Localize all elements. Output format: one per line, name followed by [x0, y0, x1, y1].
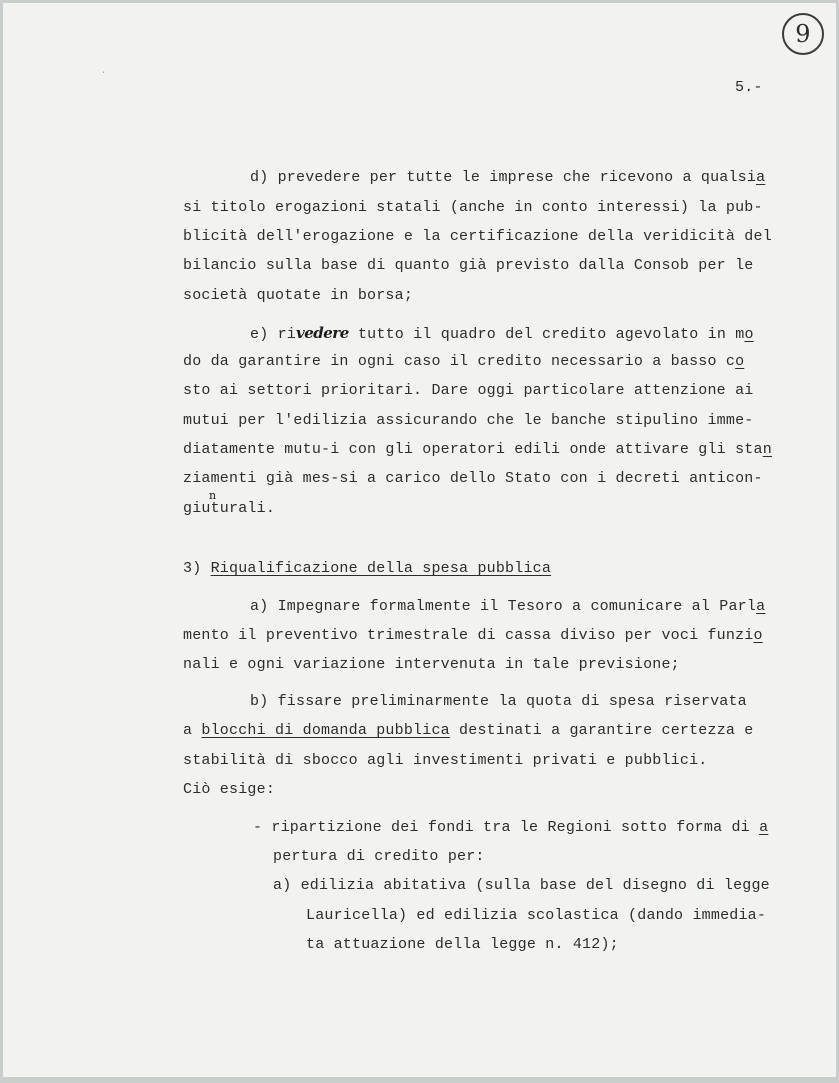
para-d-line-2: si titolo erogazioni statali (anche in conto interessi) la pub- — [183, 199, 763, 216]
para-e-line-5: diatamente mutu-i con gli operatori edili onde attivare gli stan — [183, 441, 772, 458]
para-a-line-3: nali e ogni variazione intervenuta in tale previsione; — [183, 656, 680, 673]
para-a-line-1: a) Impegnare formalmente il Tesoro a comunicare al Parla — [250, 598, 766, 615]
para-d-line-5: società quotate in borsa; — [183, 287, 414, 304]
para-d-line-1: d) prevedere per tutte le imprese che ricevono a qualsia — [250, 169, 766, 186]
para-a-line-2: mento il preventivo trimestrale di cassa diviso per voci funzio — [183, 627, 763, 644]
sub-item-line-1: a) edilizia abitativa (sulla base del disegno di legge — [273, 877, 770, 894]
para-b-line-2: a blocchi di domanda pubblica destinati a garantire certezza e — [183, 722, 754, 739]
para-e-line-3: sto ai settori prioritari. Dare oggi particolare attenzione ai — [183, 382, 754, 399]
para-b-line-4: Ciò esige: — [183, 781, 276, 798]
para-d-line-4: bilancio sulla base di quanto già previsto dalla Consob per le — [183, 257, 754, 274]
para-e-line-1: e) rivedere tutto il quadro del credito agevolato in mo — [250, 324, 754, 343]
list-item-line-2: pertura di credito per: — [273, 848, 485, 865]
ink-mark: ˈ — [101, 71, 107, 81]
sub-item-line-2: Lauricella) ed edilizia scolastica (dando immedia- — [306, 907, 767, 924]
document-page — [3, 3, 836, 1077]
section-heading: 3) Riqualificazione della spesa pubblica — [183, 560, 552, 577]
para-e-line-7: giuturali. — [183, 500, 276, 517]
para-b-line-1: b) fissare preliminarmente la quota di spesa riservata — [250, 693, 747, 710]
handwritten-correction: vedere — [296, 324, 349, 342]
para-e-line-4: mutui per l'edilizia assicurando che le banche stipulino imme- — [183, 412, 754, 429]
para-e-line-6: ziamenti già mes-si a carico dello Stato con i decreti anticon- — [183, 470, 763, 487]
para-b-line-3: stabilità di sbocco agli investimenti privati e pubblici. — [183, 752, 708, 769]
list-item-line-1: - ripartizione dei fondi tra le Regioni sotto forma di a — [253, 819, 769, 836]
handwritten-insertion: n — [209, 489, 217, 502]
sub-item-line-3: ta attuazione della legge n. 412); — [306, 936, 619, 953]
para-d-line-3: blicità dell'erogazione e la certificazione della veridicità del — [183, 228, 772, 245]
section-title: Riqualificazione della spesa pubblica — [210, 560, 552, 577]
para-e-line-2: do da garantire in ogni caso il credito necessario a basso co — [183, 353, 745, 370]
page-stamp: 9 — [782, 13, 824, 55]
page-number: 5.- — [735, 79, 763, 96]
